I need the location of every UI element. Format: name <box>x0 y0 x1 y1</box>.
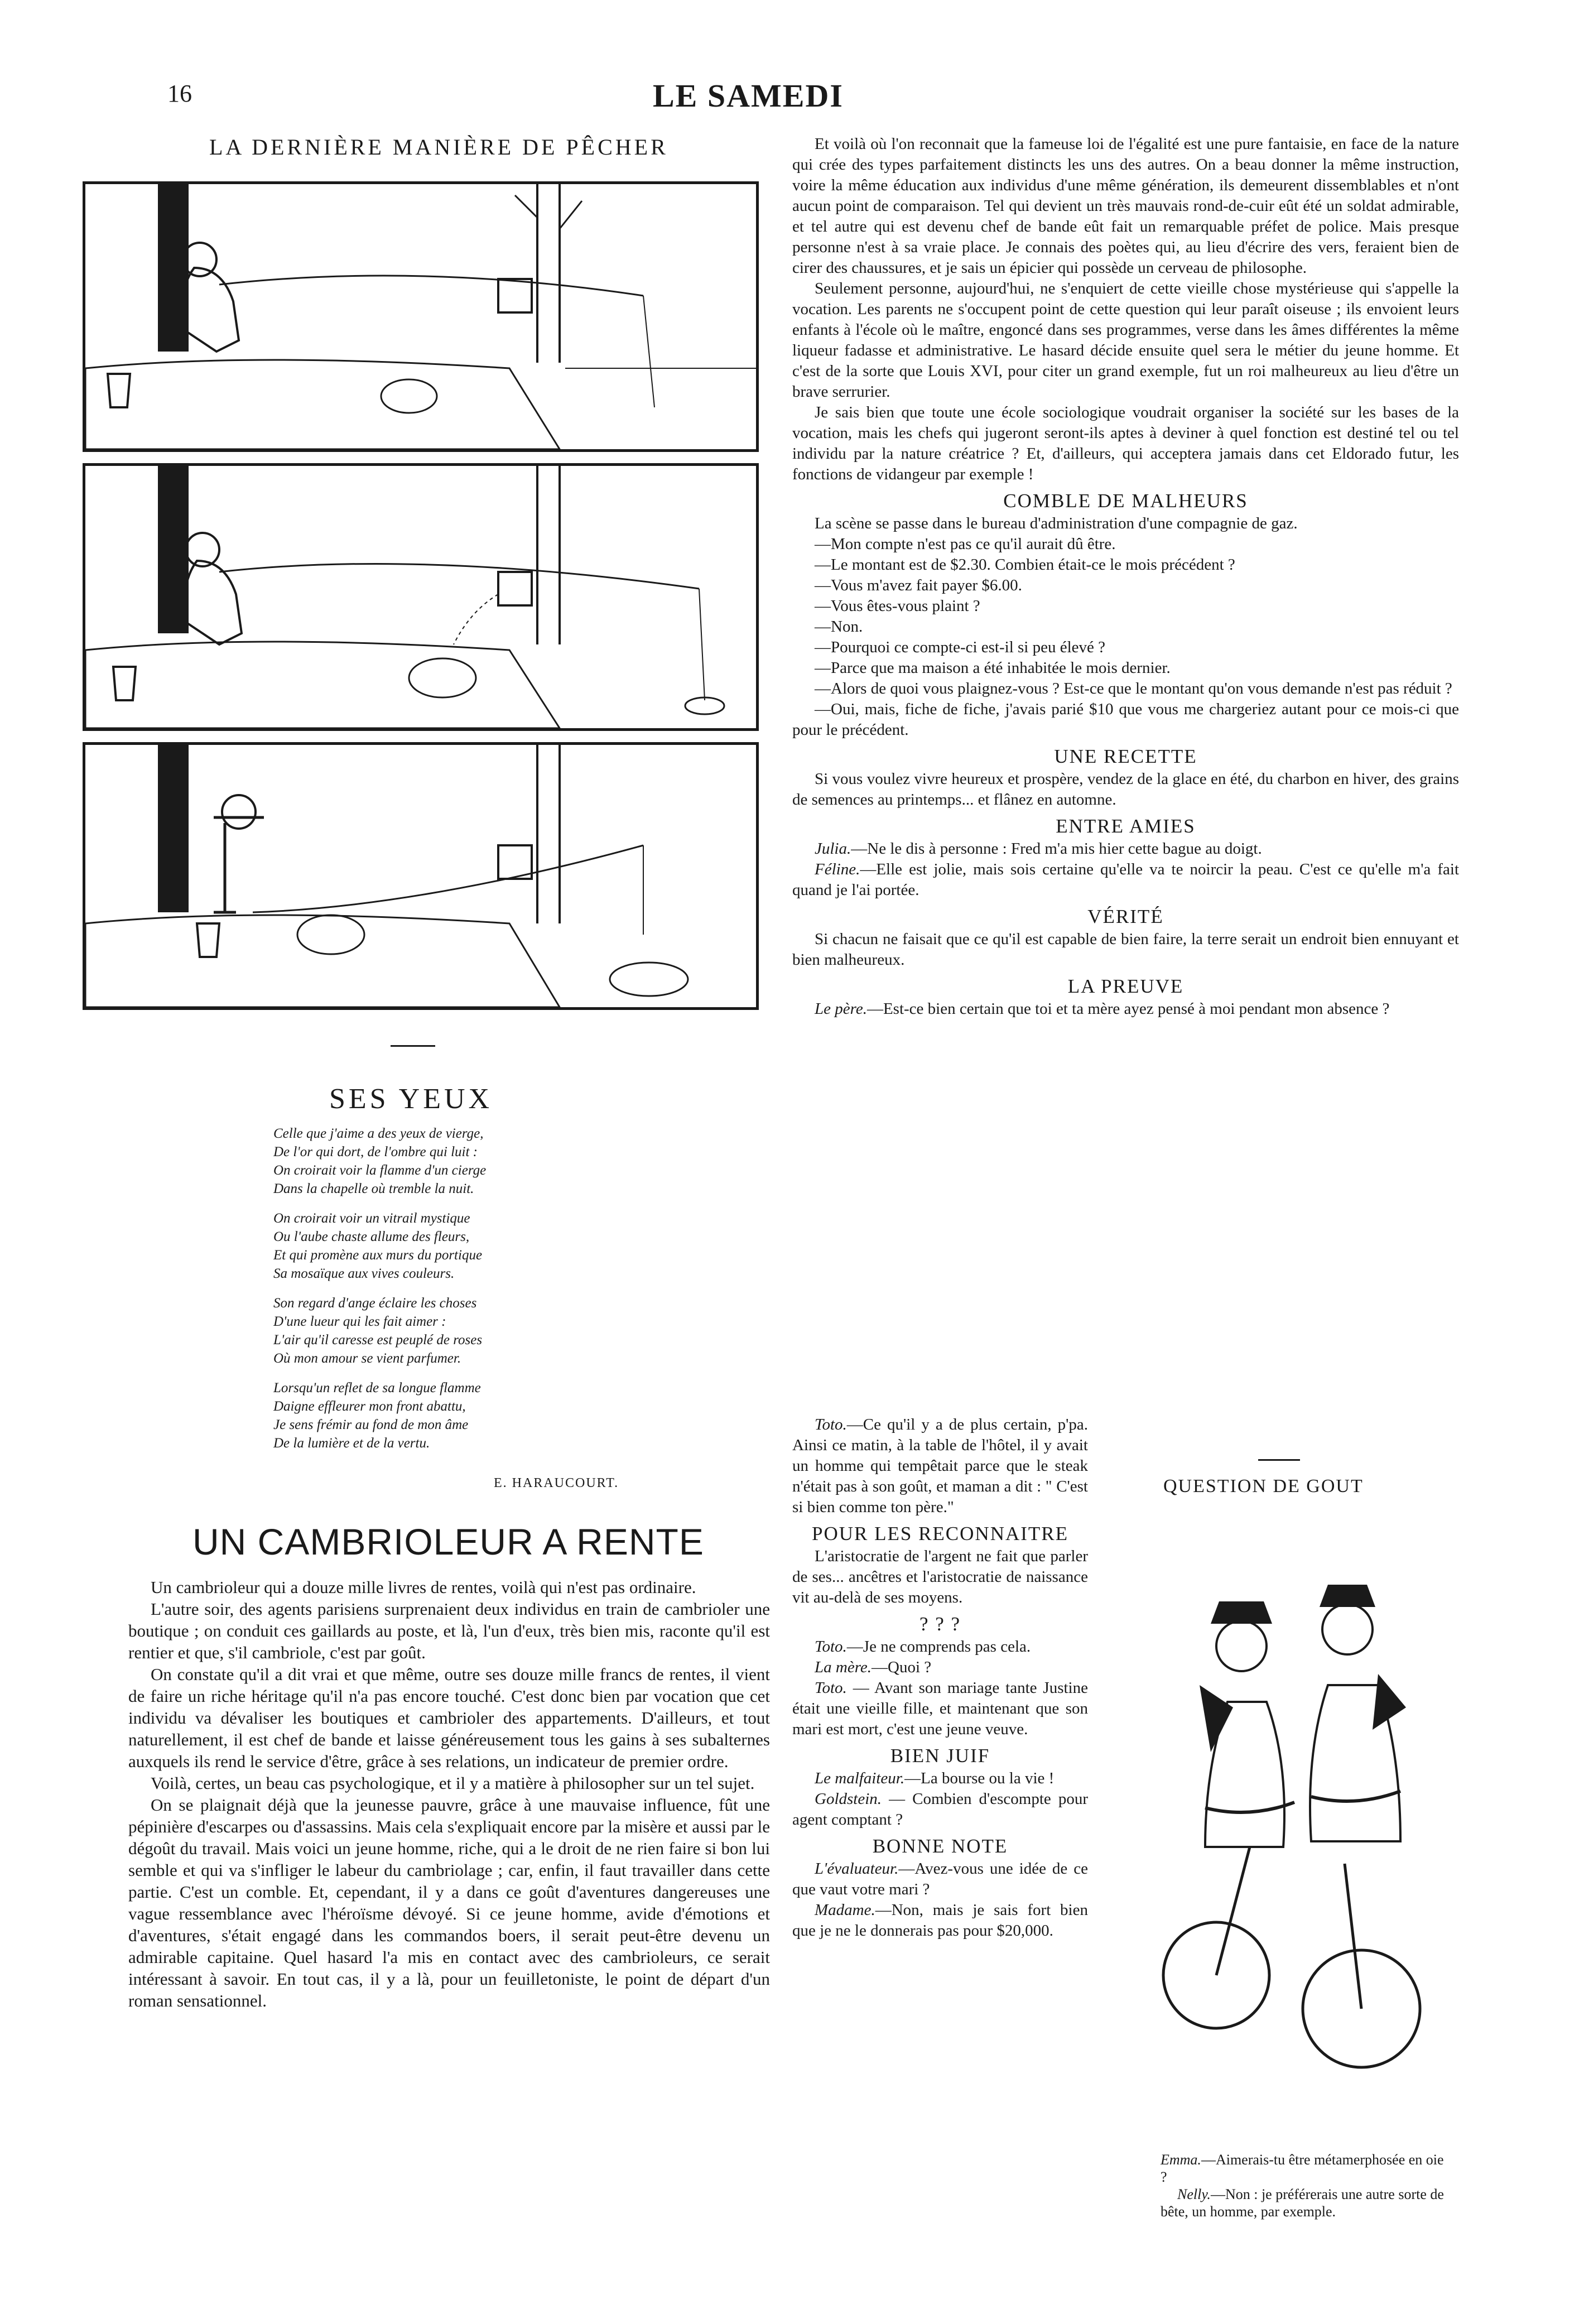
speech: —Non : je préférerais une autre sorte de bête, un homme, par exemple. <box>1161 2186 1444 2220</box>
section-heading: POUR LES RECONNAITRE <box>811 1523 1069 1544</box>
dialogue-line <box>792 1637 1088 1657</box>
speech: — Combien d'escompte pour agent comptant ? <box>792 1790 1088 1829</box>
poem-line: On croirait voir la flamme d'un cierge <box>273 1163 487 1178</box>
page-number: 16 <box>167 80 192 107</box>
speech: —Est-ce bien certain que toi et ta mère ayez pensé à moi pendant mon absence ? <box>866 1000 1390 1018</box>
dialogue-line: —Vous êtes-vous plaint ? <box>815 597 980 615</box>
panel-3-drawing <box>85 745 756 1007</box>
poem-line: Sa mosaïque aux vives couleurs. <box>273 1266 455 1281</box>
dialogue-line: —Non. <box>815 618 863 636</box>
section-heading: COMBLE DE MALHEURS <box>1003 490 1248 512</box>
speech: —Elle est jolie, mais sois certaine qu'elle va te noircir la peau. C'est ce qu'elle m'a fait quand je l'ai portée. <box>792 860 1459 899</box>
paragraph: La scène se passe dans le bureau d'administration d'une compagnie de gaz. <box>815 514 1298 532</box>
poem-line: Daigne effleurer mon front abattu, <box>273 1399 466 1414</box>
dialogue-line: —Oui, mais, fiche de fiche, j'avais parié $10 que vous me chargeriez autant pour ce mois-ci que pour le précédent. <box>792 700 1459 739</box>
speech: —Non, mais je sais fort bien que je ne le donnerais pas pour $20,000. <box>792 1901 1088 1940</box>
speech: — Avant son mariage tante Justine était une vieille fille, et maintenant que son mari est mort, c'est une jeune veuve. <box>792 1679 1088 1738</box>
dialogue-line: —Vous m'avez fait payer $6.00. <box>815 576 1022 594</box>
paragraph: L'autre soir, des agents parisiens surprenaient deux individus en train de cambrioler une boutique ; on conduit ces gaillards au poste, et là, l'un d'eux, très bien mis, raconte qu'il est rentier et que, s'il cambriole, c'est par goût. <box>128 1599 770 1662</box>
poem-line: Je sens frémir au fond de mon âme <box>273 1417 469 1432</box>
divider <box>391 1045 435 1047</box>
speaker: Emma. <box>1161 2152 1201 2168</box>
dialogue-line: —Mon compte n'est pas ce qu'il aurait dû être. <box>815 535 1116 553</box>
dialogue-line <box>792 1657 1088 1678</box>
speaker: Féline. <box>815 860 860 878</box>
narrow-column <box>792 1414 1088 1941</box>
poem-signature: E. HARAUCOURT. <box>494 1476 619 1490</box>
illustration-caption <box>1161 2151 1451 2220</box>
section-heading: UNE RECETTE <box>1054 745 1197 767</box>
section-heading: VÉRITÉ <box>1087 906 1164 927</box>
poem-line: De l'or qui dort, de l'ombre qui luit : <box>273 1144 478 1159</box>
comic-panel-2 <box>83 463 759 731</box>
poem-title: SES YEUX <box>329 1083 493 1115</box>
dialogue-line <box>792 859 1459 901</box>
comic-title: LA DERNIÈRE MANIÈRE DE PÊCHER <box>209 134 668 160</box>
speaker: Le malfaiteur. <box>815 1769 905 1787</box>
caption-line <box>1161 2186 1451 2220</box>
dialogue-line <box>792 839 1459 859</box>
section-heading: ? ? ? <box>919 1613 961 1635</box>
speaker: Le père. <box>815 1000 867 1018</box>
speaker: Madame. <box>815 1901 875 1919</box>
dialogue-line <box>792 1678 1088 1740</box>
panel-1-drawing <box>85 184 756 449</box>
dialogue-line: —Le montant est de $2.30. Combien était-ce le mois précédent ? <box>815 556 1235 574</box>
section-heading: BONNE NOTE <box>872 1835 1008 1857</box>
speaker: Nelly. <box>1177 2186 1211 2202</box>
illustration-title: QUESTION DE GOUT <box>1163 1476 1364 1497</box>
paragraph: Et voilà où l'on reconnait que la fameuse loi de l'égalité est une pure fantaisie, en face de la nature qui crée des types parfaitement distincts les uns des autres. On a beau donner la même instruction, voire la même éducation aux individus d'une même génération, ils demeurent dissemblables et n'ont aucun point de comparaison. Tel qui devient un très mauvais rond-de-cuir eût été un soldat admirable, et tel autre qui est devenu chef de bande eût fait un remarquable préfet de police. Mais presque personne n'est à sa vraie place. Je connais des poètes qui, au lieu d'écrire des vers, feraient bien de cirer des chaussures, et je sais un épicier qui possède un cerveau de philosophe. <box>792 135 1459 277</box>
speech: —La bourse ou la vie ! <box>904 1769 1055 1787</box>
dialogue-line <box>792 1768 1088 1789</box>
speech: —Ne le dis à personne : Fred m'a mis hier cette bague au doigt. <box>851 840 1262 858</box>
speech: —Aimerais-tu être métamerphosée en oie ? <box>1161 2152 1444 2185</box>
speaker: Toto. <box>815 1416 847 1433</box>
poem-line: On croirait voir un vitrail mystique <box>273 1211 470 1226</box>
poem-stanza <box>273 1294 575 1368</box>
poem-line: Et qui promène aux murs du portique <box>273 1248 483 1263</box>
speaker: Toto. <box>815 1638 847 1656</box>
dialogue-line: —Pourquoi ce compte-ci est-il si peu élevé ? <box>815 638 1106 656</box>
poem-line: Celle que j'aime a des yeux de vierge, <box>273 1126 484 1141</box>
dialogue-line: —Parce que ma maison a été inhabitée le mois dernier. <box>815 659 1171 677</box>
section-heading: LA PREUVE <box>1067 975 1184 997</box>
cyclists-drawing <box>1149 1518 1439 2109</box>
paragraph: On constate qu'il a dit vrai et que même, outre ses douze mille francs de rentes, il vient de faire un riche héritage qu'il n'a pas encore touché. C'est donc bien par vocation que cet individu va dévaliser les boutiques et cambrioler des appartements. D'ailleurs, et tout naturellement, il est chef de bande et laisse généreusement tous les gains à ses subalternes auxquels ils rend le service d'être, grâce à ses relations, un indicateur de premier ordre. <box>128 1664 770 1771</box>
paragraph: Si chacun ne faisait que ce qu'il est capable de bien faire, la terre serait un endroit bien ennuyant et bien malheureux. <box>792 930 1459 969</box>
dialogue-line <box>792 999 1459 1019</box>
speaker: Toto. <box>815 1679 847 1697</box>
cyclists-illustration <box>1149 1518 1439 2109</box>
speech: —Avez-vous une idée de ce que vaut votre mari ? <box>792 1860 1088 1898</box>
poem-stanza <box>273 1379 575 1452</box>
speaker: Julia. <box>815 840 851 858</box>
dialogue-line <box>792 1789 1088 1830</box>
right-column <box>792 134 1459 1019</box>
paragraph: Seulement personne, aujourd'hui, ne s'enquiert de cette vieille chose mystérieuse qui s'appelle la vocation. Les parents ne s'occupent point de cette question qui leur paraît oiseuse ; ils envoient leurs enfants à l'école où le maître, engoncé dans ses programmes, verse dans les âmes différentes la même liqueur fadasse et administrative. Le hasard décide ensuite quel sera le métier du jeune homme. Et c'est de la sorte que Louis XVI, pour citer un grand exemple, fut un roi malheureux au lieu d'être un brave serrurier. <box>792 280 1459 401</box>
paragraph: Je sais bien que toute une école sociologique voudrait organiser la société sur les bases de la vocation, mais les chefs qui jugeront seront-ils aptes à deviner à quel fonction est destiné tel ou tel individu par la nature créatrice ? Et, d'ailleurs, qui acceptera jamais dans cet Eldorado futur, les fonctions de vidangeur par exemple ! <box>792 403 1459 483</box>
speaker: L'évaluateur. <box>815 1860 899 1878</box>
speaker: Goldstein. <box>815 1790 882 1808</box>
poem-line: Ou l'aube chaste allume des fleurs, <box>273 1229 470 1244</box>
divider <box>1258 1459 1300 1461</box>
paragraph: L'aristocratie de l'argent ne fait que parler de ses... ancêtres et l'aristocratie de naissance vit au-delà de ses moyens. <box>792 1547 1088 1606</box>
dialogue-line <box>792 1414 1088 1518</box>
speech: —Ce qu'il y a de plus certain, p'pa. Ainsi ce matin, à la table de l'hôtel, il y avait un homme qui tempêtait parce que le steak n'était pas à son goût, et maman a dit : " C'est si bien comme ton père." <box>792 1416 1088 1516</box>
poem-body <box>273 1124 575 1464</box>
poem-line: De la lumière et de la vertu. <box>273 1436 430 1451</box>
speaker: La mère. <box>815 1658 872 1676</box>
poem-line: Son regard d'ange éclaire les choses <box>273 1296 477 1311</box>
paragraph: Voilà, certes, un beau cas psychologique, et il y a matière à philosopher sur un tel sujet. <box>151 1773 755 1793</box>
dialogue-line <box>792 1900 1088 1941</box>
paragraph: On se plaignait déjà que la jeunesse pauvre, grâce à une mauvaise influence, fût une pépinière d'escarpes ou d'assassins. Mais cela s'expliquait encore par la misère et aussi par le dégoût du travail. Mais voici un jeune homme, riche, qui a le droit de ne rien faire si bon lui semble et qui va s'infliger le labeur du cambriolage ; car, enfin, il faut travailler dans cette partie. C'est un comble. Et, cependant, il y a dans ce goût d'aventures dangereuses une vague ressemblance avec l'héroïsme dévoyé. Si ce jeune homme, avide d'émotions et d'aventures, s'était engagé dans les commandos boers, il serait peut-être devenu un admirable capitaine. Quel hasard l'a mis en contact avec des cambrioleurs, ce serait intéressant à savoir. En tout cas, il y a là, pour un feuilletoniste, le point de départ d'un roman sensationnel. <box>128 1795 770 2010</box>
dialogue-line <box>792 1859 1088 1900</box>
comic-panel-1 <box>83 181 759 452</box>
poem-line: Lorsqu'un reflet de sa longue flamme <box>273 1380 481 1396</box>
poem-stanza <box>273 1209 575 1283</box>
article-title: UN CAMBRIOLEUR A RENTE <box>192 1521 704 1562</box>
poem-line: Dans la chapelle où tremble la nuit. <box>273 1181 474 1196</box>
comic-panel-3 <box>83 742 759 1010</box>
caption-line <box>1161 2151 1451 2186</box>
article-body <box>128 1576 770 2012</box>
speech: —Quoi ? <box>872 1658 932 1676</box>
poem-line: D'une lueur qui les fait aimer : <box>273 1314 446 1329</box>
poem-line: Où mon amour se vient parfumer. <box>273 1351 461 1366</box>
poem-line: L'air qu'il caresse est peuplé de roses <box>273 1332 483 1348</box>
poem-stanza <box>273 1124 575 1198</box>
dialogue-line: —Alors de quoi vous plaignez-vous ? Est-ce que le montant qu'on vous demande n'est pas réduit ? <box>815 680 1452 697</box>
masthead: LE SAMEDI <box>653 78 844 114</box>
panel-2-drawing <box>85 466 756 728</box>
section-heading: BIEN JUIF <box>890 1745 990 1767</box>
section-heading: ENTRE AMIES <box>1056 815 1196 837</box>
paragraph: Un cambrioleur qui a douze mille livres de rentes, voilà qui n'est pas ordinaire. <box>151 1577 696 1597</box>
paragraph: Si vous voulez vivre heureux et prospère, vendez de la glace en été, du charbon en hiver, des grains de semences au printemps... et flânez en automne. <box>792 770 1459 809</box>
speech: —Je ne comprends pas cela. <box>846 1638 1031 1656</box>
